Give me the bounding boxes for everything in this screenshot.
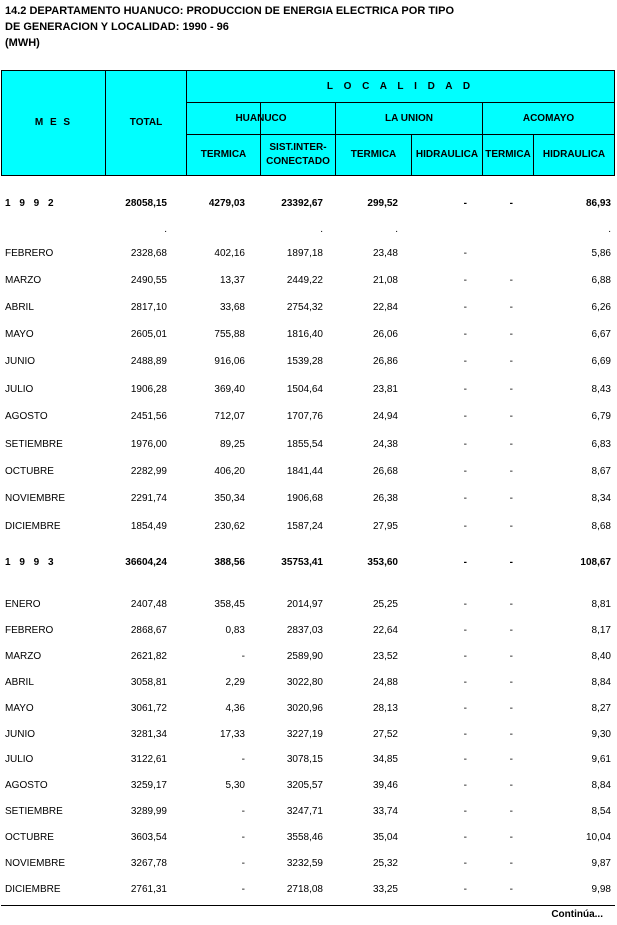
cell-mes: JUNIO (5, 729, 35, 740)
cell-h-sist: 1539,28 (286, 356, 323, 367)
cell-lu-hid: - (463, 754, 467, 765)
table-row (0, 382, 617, 398)
cell-mes: AGOSTO (5, 780, 48, 791)
cell-h-sist: 2449,22 (286, 275, 323, 286)
cell-h-term: 13,37 (219, 275, 245, 286)
cell-ac-hid: 10,04 (585, 832, 611, 843)
cell-h-term: 388,56 (214, 557, 245, 568)
cell-h-term: 0,83 (225, 625, 245, 636)
table-row (0, 222, 617, 238)
cell-ac-term: - (509, 625, 513, 636)
cell-h-sist: 3558,46 (286, 832, 323, 843)
cell-lu-hid: - (463, 599, 467, 610)
header-total: TOTAL (129, 117, 163, 128)
cell-lu-term: 34,85 (372, 754, 398, 765)
table-row (0, 273, 617, 289)
cell-ac-hid: 9,98 (591, 884, 611, 895)
cell-h-term: 755,88 (214, 329, 245, 340)
cell-ac-term: - (509, 557, 513, 568)
header-acomayo: ACOMAYO (522, 112, 575, 124)
cell-lu-hid: - (463, 329, 467, 340)
cell-ac-term: - (509, 677, 513, 688)
cell-ac-term: - (509, 439, 513, 450)
cell-lu-hid: - (463, 198, 467, 209)
cell-lu-term: 39,46 (372, 780, 398, 791)
cell-total: 2621,82 (130, 651, 167, 662)
cell-ac-hid: 5,86 (591, 248, 611, 259)
cell-total: 2282,99 (130, 466, 167, 477)
cell-lu-term: 25,25 (372, 599, 398, 610)
cell-total: 2490,55 (130, 275, 167, 286)
cell-h-sist: 3247,71 (286, 806, 323, 817)
cell-lu-term: 27,95 (372, 521, 398, 532)
cell-ac-hid: . (608, 224, 611, 235)
cell-lu-hid: - (463, 384, 467, 395)
cell-h-term: 712,07 (214, 411, 245, 422)
table-row (0, 409, 617, 425)
cell-lu-hid: - (463, 439, 467, 450)
cell-lu-hid: - (463, 248, 467, 259)
table-title (5, 3, 454, 51)
table-row (0, 437, 617, 453)
table-row (0, 597, 617, 613)
cell-h-term: 916,06 (214, 356, 245, 367)
table-row (0, 830, 617, 846)
cell-ac-hid: 8,67 (591, 466, 611, 477)
cell-lu-hid: - (463, 521, 467, 532)
cell-h-sist: 1855,54 (286, 439, 323, 450)
cell-mes: ABRIL (5, 677, 34, 688)
cell-lu-term: 23,48 (372, 248, 398, 259)
table-row (0, 300, 617, 316)
cell-h-term: - (241, 858, 245, 869)
cell-ac-term: - (509, 780, 513, 791)
cell-h-term: 369,40 (214, 384, 245, 395)
cell-ac-hid: 8,27 (591, 703, 611, 714)
cell-h-sist: 1707,76 (286, 411, 323, 422)
cell-lu-hid: - (463, 275, 467, 286)
cell-h-sist: 1897,18 (286, 248, 323, 259)
table-row (0, 701, 617, 717)
cell-h-term: 350,34 (214, 493, 245, 504)
header-la-union: LA UNION (385, 112, 433, 124)
cell-h-term: 4279,03 (208, 198, 245, 209)
cell-mes: MAYO (5, 329, 34, 340)
cell-mes: MARZO (5, 651, 42, 662)
cell-lu-term: 26,38 (372, 493, 398, 504)
cell-ac-hid: 8,84 (591, 677, 611, 688)
cell-h-sist: 2014,97 (286, 599, 323, 610)
cell-lu-hid: - (463, 677, 467, 688)
table-row (0, 623, 617, 639)
cell-ac-hid: 8,81 (591, 599, 611, 610)
cell-lu-hid: - (463, 729, 467, 740)
cell-h-term: 33,68 (219, 302, 245, 313)
cell-mes: OCTUBRE (5, 832, 54, 843)
cell-lu-hid: - (463, 557, 467, 568)
cell-total: 2605,01 (130, 329, 167, 340)
cell-mes: MAYO (5, 703, 34, 714)
cell-mes: AGOSTO (5, 411, 48, 422)
cell-ac-hid: 6,67 (591, 329, 611, 340)
cell-h-sist: 1816,40 (286, 329, 323, 340)
cell-total: 3281,34 (130, 729, 167, 740)
cell-mes: ENERO (5, 599, 41, 610)
header-huanuco: HUANUCO (235, 112, 287, 124)
header-huanuco-sist (261, 135, 335, 175)
cell-lu-hid: - (463, 651, 467, 662)
cell-lu-term: 28,13 (372, 703, 398, 714)
cell-total: 2451,56 (130, 411, 167, 422)
cell-ac-term: - (509, 466, 513, 477)
cell-total: 3058,81 (130, 677, 167, 688)
cell-total: . (164, 224, 167, 235)
cell-total: 2868,67 (130, 625, 167, 636)
cell-h-sist: 1906,68 (286, 493, 323, 504)
cell-h-sist: 3020,96 (286, 703, 323, 714)
table-row (0, 464, 617, 480)
cell-h-sist: 3232,59 (286, 858, 323, 869)
cell-mes: DICIEMBRE (5, 521, 61, 532)
cell-ac-hid: 6,26 (591, 302, 611, 313)
cell-ac-hid: 8,68 (591, 521, 611, 532)
table-header (1, 70, 615, 176)
cell-ac-term: - (509, 356, 513, 367)
cell-total: 2817,10 (130, 302, 167, 313)
cell-h-sist: 3022,80 (286, 677, 323, 688)
cell-h-sist: 1587,24 (286, 521, 323, 532)
cell-lu-hid: - (463, 625, 467, 636)
cell-ac-term: - (509, 651, 513, 662)
cell-h-term: 5,30 (225, 780, 245, 791)
cell-ac-hid: 8,17 (591, 625, 611, 636)
cell-h-term: 406,20 (214, 466, 245, 477)
table-row (0, 778, 617, 794)
table-row (0, 649, 617, 665)
year-total-row (0, 555, 617, 571)
cell-mes: SETIEMBRE (5, 806, 63, 817)
cell-total: 28058,15 (125, 198, 167, 209)
cell-h-term: 17,33 (219, 729, 245, 740)
cell-ac-term: - (509, 302, 513, 313)
cell-lu-term: 22,84 (372, 302, 398, 313)
cell-h-term: 2,29 (225, 677, 245, 688)
cell-mes: 1 9 9 3 (5, 557, 57, 568)
cell-ac-term: - (509, 521, 513, 532)
cell-lu-hid: - (463, 302, 467, 313)
cell-ac-term: - (509, 411, 513, 422)
cell-mes: NOVIEMBRE (5, 858, 66, 869)
cell-ac-hid: 8,54 (591, 806, 611, 817)
cell-total: 2291,74 (130, 493, 167, 504)
cell-total: 3122,61 (130, 754, 167, 765)
cell-lu-term: 21,08 (372, 275, 398, 286)
cell-lu-term: 23,52 (372, 651, 398, 662)
cell-h-term: 402,16 (214, 248, 245, 259)
cell-lu-term: 24,88 (372, 677, 398, 688)
cell-h-sist: 2754,32 (286, 302, 323, 313)
cell-h-sist: . (320, 224, 323, 235)
cell-lu-term: 299,52 (367, 198, 398, 209)
cell-total: 36604,24 (125, 557, 167, 568)
cell-lu-term: 23,81 (372, 384, 398, 395)
cell-mes: JUNIO (5, 356, 35, 367)
cell-lu-hid: - (463, 858, 467, 869)
cell-lu-hid: - (463, 884, 467, 895)
cell-h-sist: 3205,57 (286, 780, 323, 791)
cell-ac-term: - (509, 198, 513, 209)
cell-lu-hid: - (463, 466, 467, 477)
cell-lu-hid: - (463, 832, 467, 843)
cell-h-sist: 35753,41 (281, 557, 323, 568)
cell-ac-term: - (509, 703, 513, 714)
header-huanuco-sist-line-2: CONECTADO (266, 156, 330, 167)
cell-ac-term: - (509, 493, 513, 504)
cell-h-term: 358,45 (214, 599, 245, 610)
cell-total: 3259,17 (130, 780, 167, 791)
cell-total: 3267,78 (130, 858, 167, 869)
cell-lu-term: 35,04 (372, 832, 398, 843)
cell-ac-hid: 86,93 (585, 198, 611, 209)
cell-total: 3289,99 (130, 806, 167, 817)
cell-ac-hid: 8,40 (591, 651, 611, 662)
cell-lu-term: 33,74 (372, 806, 398, 817)
cell-lu-term: . (395, 224, 398, 235)
cell-ac-hid: 6,69 (591, 356, 611, 367)
year-total-row (0, 196, 617, 212)
cell-mes: OCTUBRE (5, 466, 54, 477)
cell-ac-hid: 9,30 (591, 729, 611, 740)
cell-mes: JULIO (5, 384, 34, 395)
header-mes: M E S (34, 117, 73, 128)
cell-ac-term: - (509, 806, 513, 817)
cell-total: 3061,72 (130, 703, 167, 714)
cell-mes: DICIEMBRE (5, 884, 61, 895)
cell-lu-hid: - (463, 703, 467, 714)
cell-lu-hid: - (463, 493, 467, 504)
table-row (0, 354, 617, 370)
title-line-3: (MWH) (5, 37, 40, 49)
cell-ac-hid: 6,79 (591, 411, 611, 422)
cell-lu-hid: - (463, 780, 467, 791)
cell-h-term: - (241, 754, 245, 765)
cell-ac-hid: 6,88 (591, 275, 611, 286)
cell-ac-term: - (509, 884, 513, 895)
cell-mes: FEBRERO (5, 248, 54, 259)
table-row (0, 491, 617, 507)
table-row (0, 675, 617, 691)
cell-ac-term: - (509, 329, 513, 340)
cell-mes: ABRIL (5, 302, 34, 313)
cell-lu-term: 24,38 (372, 439, 398, 450)
table-row (0, 882, 617, 898)
cell-h-sist: 1504,64 (286, 384, 323, 395)
cell-ac-term: - (509, 384, 513, 395)
cell-mes: JULIO (5, 754, 34, 765)
cell-ac-hid: 9,87 (591, 858, 611, 869)
table-row (0, 246, 617, 262)
table-row (0, 727, 617, 743)
table-row (0, 519, 617, 535)
cell-lu-term: 26,86 (372, 356, 398, 367)
cell-total: 2407,48 (130, 599, 167, 610)
cell-lu-hid: - (463, 806, 467, 817)
table-row (0, 804, 617, 820)
cell-total: 2328,68 (130, 248, 167, 259)
cell-total: 2761,31 (130, 884, 167, 895)
header-acomayo-termica: TERMICA (485, 149, 531, 160)
cell-total: 1854,49 (130, 521, 167, 532)
cell-ac-hid: 8,84 (591, 780, 611, 791)
cell-ac-term: - (509, 858, 513, 869)
header-huanuco-sist-line-1: SIST.INTER- (269, 142, 327, 153)
cell-h-sist: 2837,03 (286, 625, 323, 636)
cell-h-term: 4,36 (225, 703, 245, 714)
header-la-union-hidraulica: HIDRAULICA (415, 149, 479, 160)
cell-h-sist: 23392,67 (281, 198, 323, 209)
cell-total: 2488,89 (130, 356, 167, 367)
cell-ac-hid: 8,43 (591, 384, 611, 395)
cell-total: 1906,28 (130, 384, 167, 395)
cell-lu-term: 25,32 (372, 858, 398, 869)
cell-lu-term: 24,94 (372, 411, 398, 422)
cell-h-sist: 2718,08 (286, 884, 323, 895)
continua-note: Continúa... (551, 909, 603, 920)
cell-lu-term: 27,52 (372, 729, 398, 740)
cell-ac-term: - (509, 832, 513, 843)
cell-h-term: 230,62 (214, 521, 245, 532)
cell-h-term: - (241, 651, 245, 662)
cell-mes: FEBRERO (5, 625, 54, 636)
table-row (0, 856, 617, 872)
cell-lu-term: 22,64 (372, 625, 398, 636)
cell-h-term: - (241, 884, 245, 895)
table-row (0, 752, 617, 768)
table-row (0, 327, 617, 343)
table-bottom-rule (1, 905, 615, 906)
cell-ac-hid: 108,67 (580, 557, 611, 568)
cell-lu-hid: - (463, 411, 467, 422)
cell-lu-hid: - (463, 356, 467, 367)
cell-mes: NOVIEMBRE (5, 493, 66, 504)
cell-ac-term: - (509, 754, 513, 765)
cell-lu-term: 26,68 (372, 466, 398, 477)
cell-h-sist: 1841,44 (286, 466, 323, 477)
cell-lu-term: 33,25 (372, 884, 398, 895)
cell-total: 1976,00 (130, 439, 167, 450)
cell-ac-term: - (509, 729, 513, 740)
cell-mes: 1 9 9 2 (5, 198, 57, 209)
cell-h-term: 89,25 (219, 439, 245, 450)
cell-ac-hid: 6,83 (591, 439, 611, 450)
cell-ac-term: - (509, 275, 513, 286)
header-la-union-termica: TERMICA (350, 149, 397, 160)
cell-mes: MARZO (5, 275, 42, 286)
cell-h-term: - (241, 832, 245, 843)
header-localidad: L O C A L I D A D (326, 80, 475, 92)
cell-h-sist: 3078,15 (286, 754, 323, 765)
cell-ac-hid: 8,34 (591, 493, 611, 504)
header-huanuco-termica: TERMICA (200, 149, 247, 160)
title-line-2: DE GENERACION Y LOCALIDAD: 1990 - 96 (5, 21, 229, 33)
cell-lu-term: 26,06 (372, 329, 398, 340)
cell-mes: SETIEMBRE (5, 439, 63, 450)
cell-h-term: - (241, 806, 245, 817)
cell-ac-hid: 9,61 (591, 754, 611, 765)
cell-h-sist: 3227,19 (286, 729, 323, 740)
cell-total: 3603,54 (130, 832, 167, 843)
header-acomayo-hidraulica: HIDRAULICA (542, 149, 606, 160)
cell-ac-term: - (509, 599, 513, 610)
title-line-1: 14.2 DEPARTAMENTO HUANUCO: PRODUCCION DE ENERGIA ELECTRICA POR TIPO (5, 5, 454, 17)
cell-h-sist: 2589,90 (286, 651, 323, 662)
cell-lu-term: 353,60 (367, 557, 398, 568)
